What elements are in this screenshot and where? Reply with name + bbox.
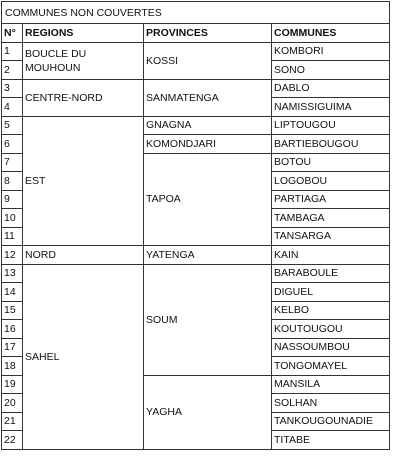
header-row xyxy=(2,24,390,43)
commune-cell: TANSARGA xyxy=(272,227,390,246)
commune-cell: NASSOUMBOU xyxy=(272,338,390,357)
table-row xyxy=(2,246,390,265)
table-row xyxy=(2,116,390,135)
commune-cell: KAIN xyxy=(272,246,390,265)
table-body xyxy=(2,42,390,449)
commune-cell: SOLHAN xyxy=(272,394,390,413)
row-number: 20 xyxy=(2,394,23,413)
commune-cell: KOMBORI xyxy=(272,42,390,61)
commune-cell: LOGOBOU xyxy=(272,172,390,191)
header-communes: COMMUNES xyxy=(272,24,390,43)
province-cell: KOMONDJARI xyxy=(144,135,272,154)
row-number: 12 xyxy=(2,246,23,265)
region-cell: BOUCLE DU MOUHOUN xyxy=(23,42,144,79)
header-regions: REGIONS xyxy=(23,24,144,43)
table-title: COMMUNES NON COUVERTES xyxy=(2,2,390,24)
header-no: N° xyxy=(2,24,23,43)
row-number: 11 xyxy=(2,227,23,246)
row-number: 18 xyxy=(2,357,23,376)
row-number: 17 xyxy=(2,338,23,357)
row-number: 13 xyxy=(2,264,23,283)
province-cell: SANMATENGA xyxy=(144,79,272,116)
table-row xyxy=(2,79,390,98)
row-number: 7 xyxy=(2,153,23,172)
header-provinces: PROVINCES xyxy=(144,24,272,43)
province-cell: GNAGNA xyxy=(144,116,272,135)
row-number: 1 xyxy=(2,42,23,61)
row-number: 3 xyxy=(2,79,23,98)
row-number: 16 xyxy=(2,320,23,339)
row-number: 10 xyxy=(2,209,23,228)
row-number: 14 xyxy=(2,283,23,302)
row-number: 21 xyxy=(2,412,23,431)
commune-cell: SONO xyxy=(272,61,390,80)
province-cell: YAGHA xyxy=(144,375,272,449)
table-row xyxy=(2,42,390,61)
row-number: 22 xyxy=(2,431,23,450)
province-cell: TAPOA xyxy=(144,153,272,246)
commune-cell: DABLO xyxy=(272,79,390,98)
region-cell: NORD xyxy=(23,246,144,265)
commune-cell: PARTIAGA xyxy=(272,190,390,209)
table-row xyxy=(2,264,390,283)
row-number: 15 xyxy=(2,301,23,320)
commune-cell: TAMBAGA xyxy=(272,209,390,228)
region-cell: CENTRE-NORD xyxy=(23,79,144,116)
row-number: 9 xyxy=(2,190,23,209)
commune-cell: KELBO xyxy=(272,301,390,320)
commune-cell: KOUTOUGOU xyxy=(272,320,390,339)
row-number: 4 xyxy=(2,98,23,117)
commune-cell: TONGOMAYEL xyxy=(272,357,390,376)
region-cell: EST xyxy=(23,116,144,246)
communes-table xyxy=(1,1,390,450)
region-cell: SAHEL xyxy=(23,264,144,449)
commune-cell: NAMISSIGUIMA xyxy=(272,98,390,117)
commune-cell: MANSILA xyxy=(272,375,390,394)
province-cell: KOSSI xyxy=(144,42,272,79)
province-cell: YATENGA xyxy=(144,246,272,265)
row-number: 6 xyxy=(2,135,23,154)
commune-cell: BOTOU xyxy=(272,153,390,172)
commune-cell: BARTIEBOUGOU xyxy=(272,135,390,154)
commune-cell: DIGUEL xyxy=(272,283,390,302)
row-number: 5 xyxy=(2,116,23,135)
row-number: 2 xyxy=(2,61,23,80)
commune-cell: BARABOULE xyxy=(272,264,390,283)
row-number: 8 xyxy=(2,172,23,191)
commune-cell: TANKOUGOUNADIE xyxy=(272,412,390,431)
commune-cell: TITABE xyxy=(272,431,390,450)
province-cell: SOUM xyxy=(144,264,272,375)
row-number: 19 xyxy=(2,375,23,394)
title-row xyxy=(2,2,390,24)
commune-cell: LIPTOUGOU xyxy=(272,116,390,135)
